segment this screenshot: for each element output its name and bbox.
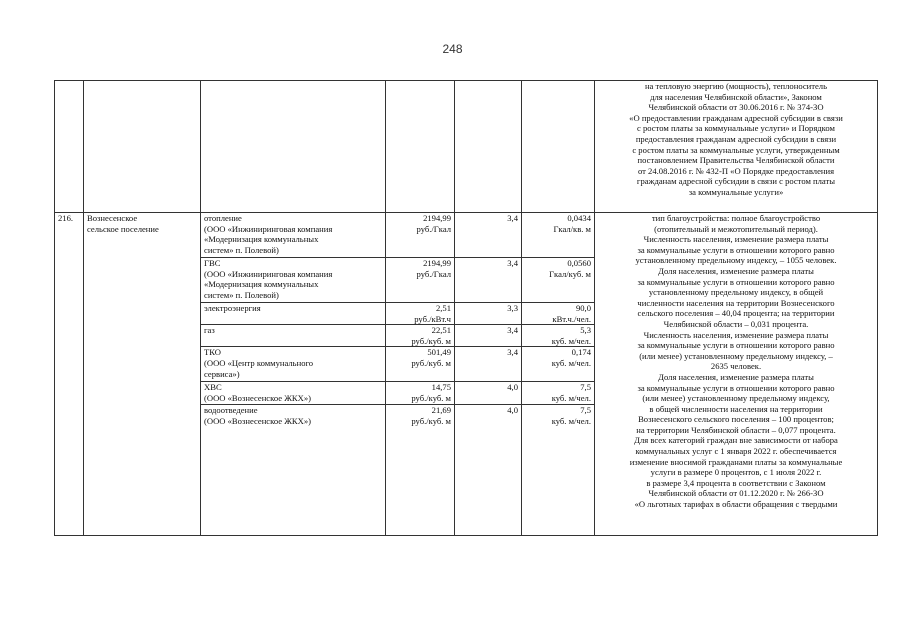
- description-cell: [595, 213, 878, 536]
- text-line: ХВС: [204, 382, 222, 393]
- service-norm: [522, 325, 595, 347]
- service-name: [201, 303, 386, 325]
- text-line: Гкал/кв. м: [553, 223, 591, 234]
- text-line: услуги в размере 0 процентов, с 1 июля 2022 г.: [650, 467, 822, 478]
- text-line: 2194,99: [423, 213, 451, 223]
- service-percent: 3,4: [455, 325, 522, 347]
- service-norm: [522, 405, 595, 536]
- text-line: за коммунальные услуги в отношении которого равно: [637, 244, 835, 255]
- text-line: (ООО «Вознесенское ЖКХ»): [204, 415, 312, 426]
- text-line: 0,0434: [567, 213, 591, 223]
- text-line: газ: [204, 325, 215, 336]
- service-percent: 4,0: [455, 405, 522, 536]
- text-line: 22,51: [431, 325, 451, 336]
- text-line: (ООО «Центр коммунального: [204, 357, 314, 368]
- text-line: ТКО: [204, 347, 221, 358]
- service-norm: [522, 213, 595, 258]
- service-norm: [522, 347, 595, 382]
- text-line: в общей численности населения на территории: [649, 403, 823, 414]
- service-tariff: [386, 325, 455, 347]
- text-line: 2,51: [435, 303, 451, 313]
- text-line: куб. м/чел.: [551, 335, 591, 346]
- text-line: электроэнергия: [204, 303, 261, 313]
- text-line: за коммунальные услуги в отношении которого равно: [637, 340, 835, 351]
- text-line: численности населения на территории Вознесенского: [637, 297, 835, 308]
- cell-empty: [55, 81, 84, 213]
- text-line: за коммунальные услуги»: [688, 186, 784, 197]
- text-line: (ООО «Инжиниринговая компания: [204, 268, 333, 279]
- text-line: 7,5: [580, 405, 591, 416]
- text-line: руб./куб. м: [411, 357, 451, 368]
- text-line: с ростом платы за коммунальные услуги» и Порядком: [637, 123, 835, 134]
- text-line: руб./куб. м: [411, 335, 451, 346]
- text-line: сервиса»): [204, 368, 240, 379]
- text-line: Гкал/куб. м: [549, 268, 591, 279]
- text-line: куб. м/чел.: [551, 392, 591, 403]
- text-line: «Модернизация коммунальных: [204, 234, 319, 245]
- text-line: куб. м/чел.: [551, 357, 591, 368]
- service-percent: 3,4: [455, 347, 522, 382]
- text-line: Для всех категорий граждан вне зависимости от набора: [634, 435, 838, 446]
- text-line: систем» п. Полевой): [204, 289, 279, 300]
- service-tariff: [386, 258, 455, 303]
- text-line: на тепловую энергию (мощность), теплоноситель: [644, 81, 828, 91]
- text-line: сельское поселение: [87, 223, 159, 234]
- text-line: руб./куб. м: [411, 392, 451, 403]
- service-tariff: [386, 347, 455, 382]
- text-line: «Модернизация коммунальных: [204, 279, 319, 290]
- text-line: установленному предельному индексу, – 1055 человек.: [635, 255, 837, 266]
- service-tariff: [386, 405, 455, 536]
- text-line: сельского поселения – 40,04 процента; на территории: [637, 308, 835, 319]
- text-line: «О предоставлении гражданам адресной субсидии в связи: [629, 112, 843, 123]
- text-line: руб./кВт.ч: [414, 313, 451, 324]
- service-percent: 3,4: [455, 213, 522, 258]
- continued-text-cell: [595, 81, 878, 213]
- text-line: Челябинской области – 0,031 процента.: [663, 318, 809, 329]
- text-line: руб./Гкал: [416, 268, 451, 279]
- text-line: «О льготных тарифах в области обращения с твердыми: [634, 499, 838, 510]
- service-name: [201, 213, 386, 258]
- text-line: Вознесенское: [87, 213, 138, 223]
- cell-empty: [455, 81, 522, 213]
- text-line: от 24.08.2016 г. № 432-П «О Порядке предоставления: [637, 165, 835, 176]
- text-line: Челябинской области от 30.06.2016 г. № 374-ЗО: [648, 102, 824, 113]
- text-line: предоставления гражданам адресной субсидии в связи: [635, 133, 837, 144]
- service-norm: [522, 382, 595, 405]
- text-line: 501,49: [427, 347, 451, 358]
- text-line: (отопительный и межотопительный период).: [654, 223, 818, 234]
- service-percent: 3,3: [455, 303, 522, 325]
- text-line: (ООО «Вознесенское ЖКХ»): [204, 392, 312, 403]
- text-line: Доля населения, изменение размера платы: [658, 265, 814, 276]
- text-line: тип благоустройства: полное благоустройство: [651, 213, 821, 223]
- text-line: на территории Челябинской области – 0,077 процента.: [636, 424, 836, 435]
- service-name: [201, 347, 386, 382]
- service-name: [201, 325, 386, 347]
- text-line: с ростом платы за коммунальные услуги, утвержденным: [632, 144, 840, 155]
- service-tariff: [386, 382, 455, 405]
- text-line: куб. м/чел.: [551, 415, 591, 426]
- text-line: Численность населения, изменение размера платы: [643, 329, 829, 340]
- text-line: систем» п. Полевой): [204, 244, 279, 255]
- text-line: изменение вносимой гражданами платы за коммунальные: [629, 456, 843, 467]
- text-line: в размере 3,4 процента в соответствии с Законом: [646, 477, 826, 488]
- cell-empty: [201, 81, 386, 213]
- service-name: [201, 258, 386, 303]
- tariff-table: [54, 80, 878, 536]
- text-line: (или менее) установленному предельному индексу, –: [639, 350, 833, 361]
- table-row-continued: [55, 81, 878, 213]
- entry-number: 216.: [55, 213, 84, 536]
- text-line: отопление: [204, 213, 242, 223]
- text-line: постановлением Правительства Челябинской области: [637, 155, 835, 166]
- cell-empty: [386, 81, 455, 213]
- text-line: Доля населения, изменение размера платы: [658, 371, 814, 382]
- service-norm: [522, 303, 595, 325]
- settlement-name: [84, 213, 201, 536]
- service-tariff: [386, 213, 455, 258]
- text-line: гражданам адресной субсидии в связи с ростом платы: [636, 176, 836, 187]
- text-line: кВт.ч./чел.: [552, 313, 591, 324]
- cell-empty: [522, 81, 595, 213]
- service-percent: 3,4: [455, 258, 522, 303]
- text-line: Челябинской области от 01.12.2020 г. № 266-ЗО: [648, 488, 824, 499]
- text-line: 2194,99: [423, 258, 451, 268]
- text-line: коммунальных услуг с 1 января 2022 г. обеспечивается: [635, 446, 837, 457]
- service-name: [201, 405, 386, 536]
- service-percent: 4,0: [455, 382, 522, 405]
- text-line: Численность населения, изменение размера платы: [643, 234, 829, 245]
- text-line: для населения Челябинской области», Законом: [650, 91, 822, 102]
- text-line: 2635 человек.: [710, 361, 762, 372]
- service-tariff: [386, 303, 455, 325]
- service-norm: [522, 258, 595, 303]
- cell-empty: [84, 81, 201, 213]
- text-line: (или менее) установленному предельному индексу,: [642, 393, 830, 404]
- text-line: 5,3: [580, 325, 591, 336]
- text-line: 90,0: [575, 303, 591, 313]
- text-line: 0,174: [571, 347, 591, 358]
- text-line: установленному предельному индексу, в общей: [648, 287, 824, 298]
- text-line: 0,0560: [567, 258, 591, 268]
- table-row-service: [55, 213, 878, 258]
- text-line: 7,5: [580, 382, 591, 393]
- service-name: [201, 382, 386, 405]
- text-line: руб./Гкал: [416, 223, 451, 234]
- text-line: за коммунальные услуги в отношении которого равно: [637, 382, 835, 393]
- text-line: ГВС: [204, 258, 221, 268]
- text-line: (ООО «Инжиниринговая компания: [204, 223, 333, 234]
- text-line: водоотведение: [204, 405, 258, 416]
- text-line: Вознесенского сельского поселения – 100 процентов;: [638, 414, 834, 425]
- text-line: руб./куб. м: [411, 415, 451, 426]
- page-number: 248: [442, 42, 463, 56]
- text-line: за коммунальные услуги в отношении которого равно: [637, 276, 835, 287]
- text-line: 21,69: [431, 405, 451, 416]
- text-line: 14,75: [431, 382, 451, 393]
